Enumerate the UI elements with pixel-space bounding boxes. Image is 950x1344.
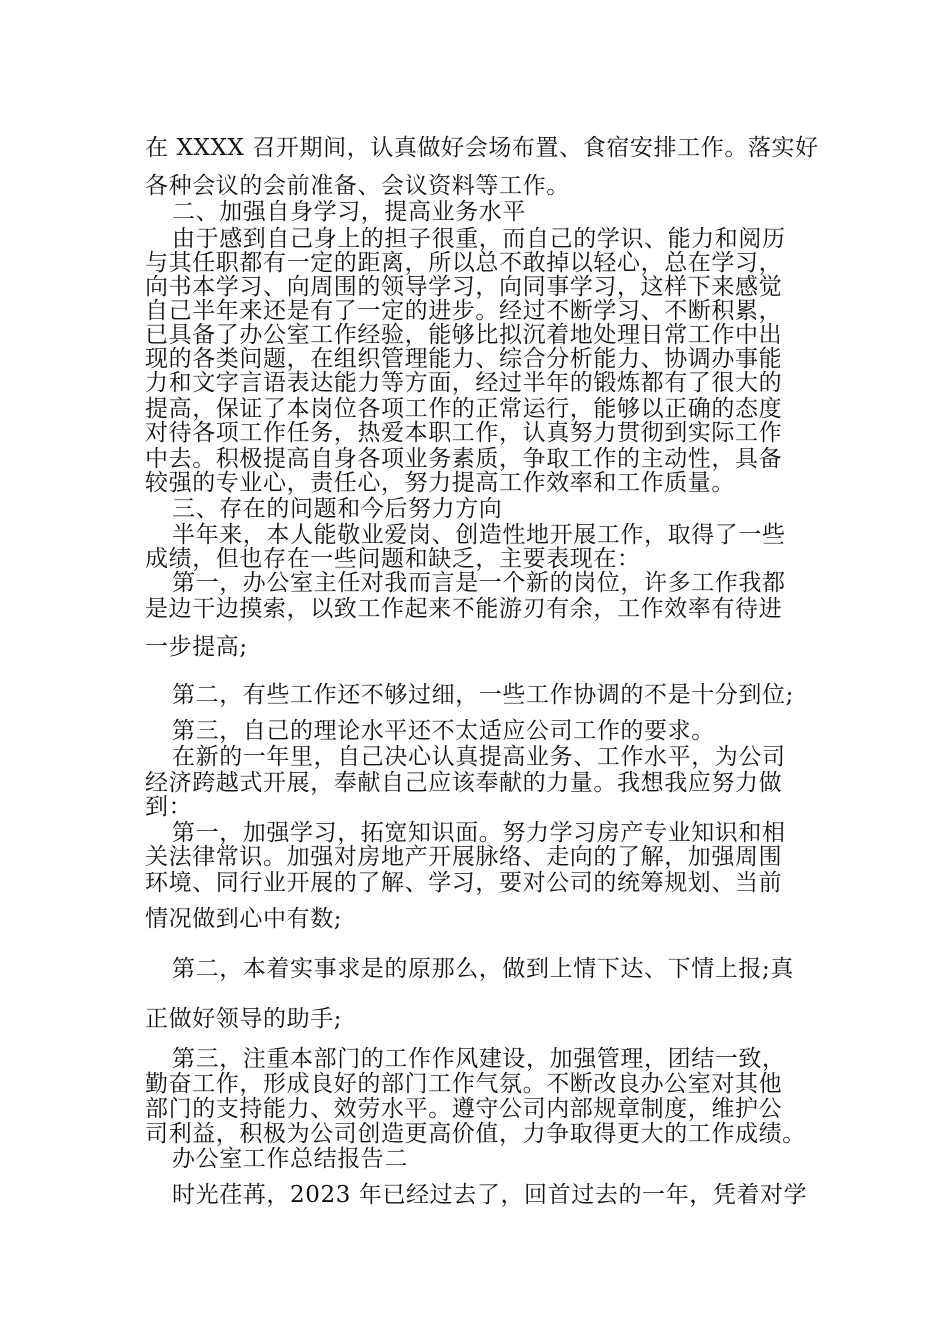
paragraph-line: 力和文字言语表达能力等方面，经过半年的锻炼都有了很大的 — [145, 370, 783, 396]
paragraph-line: 第三，自己的理论水平还不太适应公司工作的要求。 — [172, 718, 715, 744]
paragraph-line: 勤奋工作，形成良好的部门工作气氛。不断改良办公室对其他 — [145, 1071, 783, 1097]
paragraph-line: 第二，本着实事求是的原那么，做到上情下达、下情上报;真 — [172, 956, 794, 982]
section-heading: 办公室工作总结报告二 — [172, 1146, 408, 1172]
paragraph-line: 由于感到自己身上的担子很重，而自己的学识、能力和阅历 — [172, 226, 786, 252]
paragraph-line: 提高，保证了本岗位各项工作的正常运行，能够以正确的态度 — [145, 396, 783, 422]
paragraph-line: 司利益，积极为公司创造更高价值，力争取得更大的工作成绩。 — [145, 1121, 806, 1147]
paragraph-line: 经济跨越式开展，奉献自己应该奉献的力量。我想我应努力做 — [145, 770, 783, 796]
paragraph-line: 向书本学习、向周围的领导学习，向同事学习，这样下来感觉 — [145, 274, 783, 300]
paragraph-line: 与其任职都有一定的距离，所以总不敢掉以轻心，总在学习， — [145, 250, 783, 276]
paragraph-line: 正做好领导的助手; — [145, 1006, 343, 1032]
paragraph-line: 较强的专业心，责任心，努力提高工作效率和工作质量。 — [145, 470, 735, 496]
paragraph-line: 第三，注重本部门的工作作风建设，加强管理，团结一致， — [172, 1046, 786, 1072]
paragraph-line: 现的各类问题，在组织管理能力、综合分析能力、协调办事能 — [145, 346, 783, 372]
paragraph-line: 环境、同行业开展的了解、学习，要对公司的统筹规划、当前 — [145, 870, 783, 896]
paragraph-line: 第一，办公室主任对我而言是一个新的岗位，许多工作我都 — [172, 570, 786, 596]
paragraph-line: 时光荏苒，2023 年已经过去了，回首过去的一年，凭着对学 — [172, 1182, 808, 1208]
section-heading: 三、存在的问题和今后努力方向 — [172, 496, 503, 522]
paragraph-line: 情况做到心中有数; — [145, 906, 343, 932]
paragraph-line: 关法律常识。加强对房地产开展脉络、走向的了解，加强周围 — [145, 844, 783, 870]
paragraph-line: 已具备了办公室工作经验，能够比拟沉着地处理日常工作中出 — [145, 322, 783, 348]
paragraph-line: 自己半年来还是有了一定的进步。经过不断学习、不断积累， — [145, 298, 783, 324]
paragraph-line: 成绩，但也存在一些问题和缺乏，主要表现在： — [145, 546, 641, 572]
paragraph-line: 第一，加强学习，拓宽知识面。努力学习房产专业知识和相 — [172, 820, 786, 846]
paragraph-line: 一步提高; — [145, 634, 248, 660]
paragraph-line: 到： — [145, 794, 193, 820]
paragraph-line: 是边干边摸索，以致工作起来不能游刃有余，工作效率有待进 — [145, 596, 783, 622]
paragraph-line: 第二，有些工作还不够过细，一些工作协调的不是十分到位; — [172, 682, 794, 708]
section-heading: 二、加强自身学习，提高业务水平 — [172, 199, 526, 225]
paragraph-line: 部门的支持能力、效劳水平。遵守公司内部规章制度，维护公 — [145, 1096, 783, 1122]
paragraph-line: 半年来，本人能敬业爱岗、创造性地开展工作，取得了一些 — [172, 522, 786, 548]
paragraph-line: 中去。积极提高自身各项业务素质，争取工作的主动性，具备 — [145, 446, 783, 472]
paragraph-line: 对待各项工作任务，热爱本职工作，认真努力贯彻到实际工作 — [145, 420, 783, 446]
paragraph-line: 在新的一年里，自己决心认真提高业务、工作水平，为公司 — [172, 744, 786, 770]
paragraph-line: 在 XXXX 召开期间，认真做好会场布置、食宿安排工作。落实好 — [145, 135, 819, 161]
paragraph-line: 各种会议的会前准备、会议资料等工作。 — [145, 173, 570, 199]
